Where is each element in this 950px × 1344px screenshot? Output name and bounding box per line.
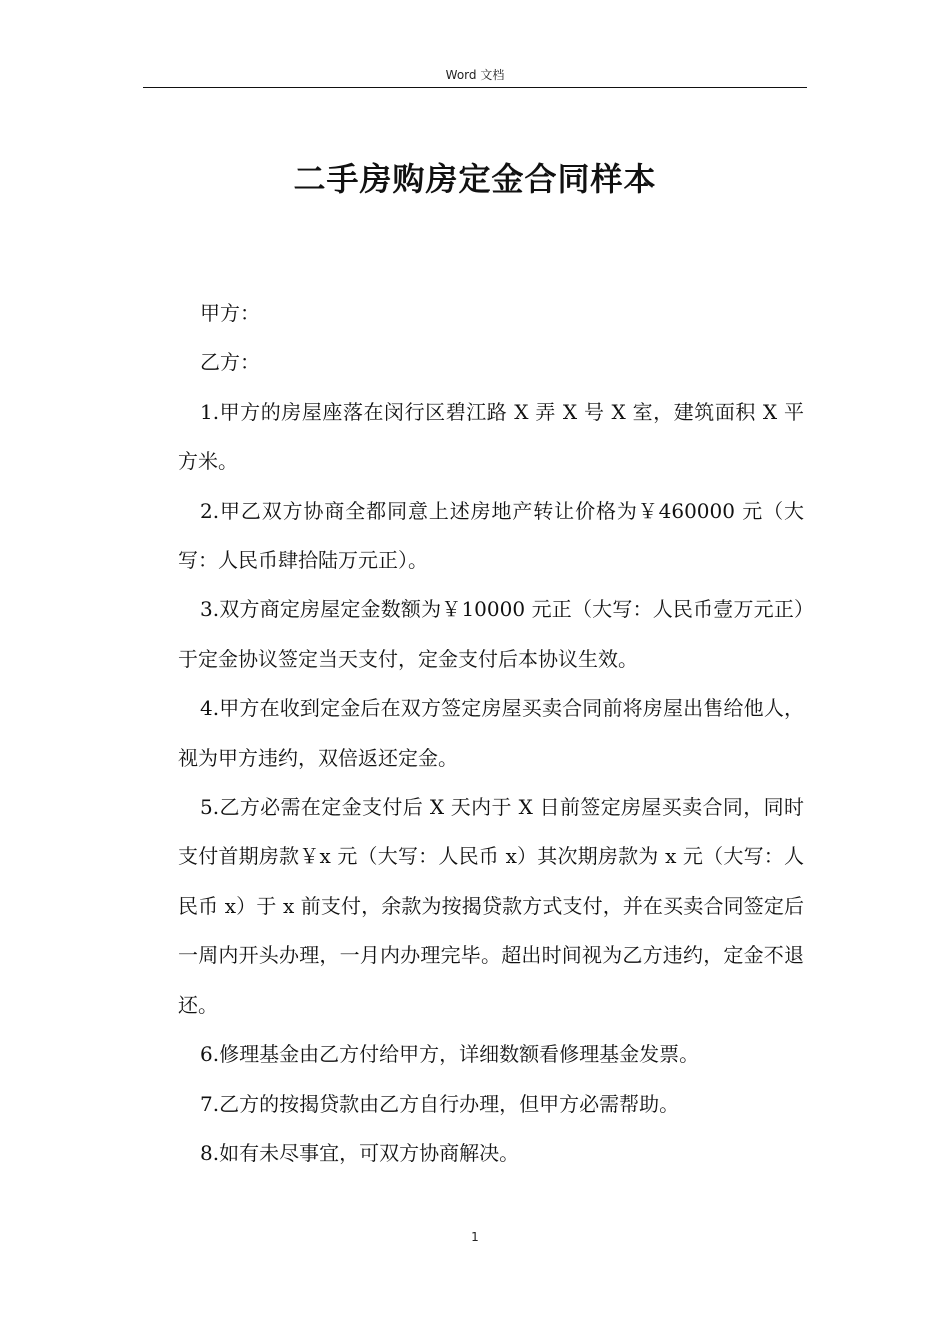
clause-2: 2.甲乙双方协商全都同意上述房地产转让价格为￥460000 元（大写：人民币肆拾陆万元正）。 bbox=[178, 498, 804, 573]
page-header: Word 文档 bbox=[445, 68, 505, 82]
clause-1: 1.甲方的房屋座落在闵行区碧江路 X 弄 X 号 X 室，建筑面积 X 平方米。 bbox=[178, 399, 804, 474]
party-b-line: 乙方： bbox=[200, 350, 260, 375]
party-a-line: 甲方： bbox=[200, 301, 260, 325]
clause-7: 7.乙方的按揭贷款由乙方自行办理，但甲方必需帮助。 bbox=[200, 1091, 680, 1116]
document-body bbox=[178, 289, 804, 1178]
clause-6: 6.修理基金由乙方付给甲方，详细数额看修理基金发票。 bbox=[200, 1042, 700, 1067]
clause-5: 5.乙方必需在定金支付后 X 天内于 X 日前签定房屋买卖合同，同时支付首期房款￥x 元（大写：人民币 x）其次期房款为 x 元（大写：人民币 x）于 x 前支付，余款为按揭贷款方式支付，并在买卖合同签定后一周内开头办理，一月内办理完毕。超出时间视为乙方违约，定金不退还。 bbox=[178, 795, 804, 1017]
clause-8: 8.如有未尽事宜，可双方协商解决。 bbox=[200, 1140, 520, 1165]
page-number: 1 bbox=[471, 1230, 479, 1244]
clause-3: 3.双方商定房屋定金数额为￥10000 元正（大写：人民币壹万元正）于定金协议签定当天支付，定金支付后本协议生效。 bbox=[178, 597, 804, 671]
document-title: 二手房购房定金合同样本 bbox=[293, 160, 657, 198]
clause-4: 4.甲方在收到定金后在双方签定房屋买卖合同前将房屋出售给他人，视为甲方违约，双倍返还定金。 bbox=[178, 696, 804, 770]
header-divider bbox=[143, 87, 807, 88]
